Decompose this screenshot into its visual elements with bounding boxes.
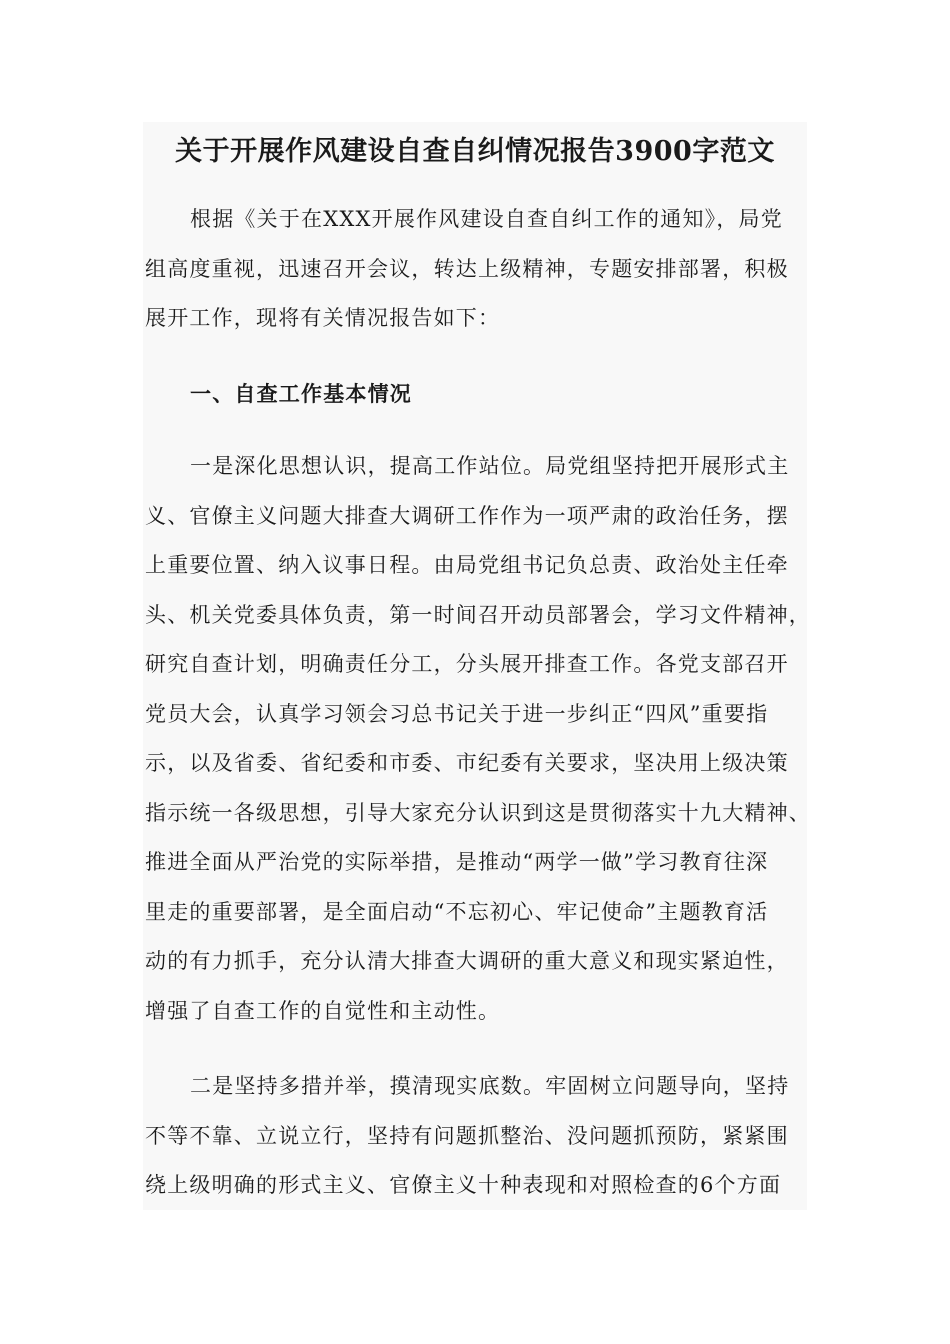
paragraph-line: 一是深化思想认识，提高工作站位。局党组坚持把开展形式主 — [190, 454, 790, 478]
paragraph-line: 绕上级明确的形式主义、官僚主义十种表现和对照检查的6个方面 — [145, 1173, 782, 1197]
paragraph-line: 头、机关党委具体负责，第一时间召开动员部署会，学习文件精神， — [145, 602, 811, 627]
paragraph-line: 义、官僚主义问题大排查大调研工作作为一项严肃的政治任务，摆 — [145, 503, 789, 528]
section-heading: 一、自查工作基本情况 — [190, 381, 412, 406]
document-body — [143, 122, 811, 1210]
paragraph-line: 上重要位置、纳入议事日程。由局党组书记负总责、政治处主任牵 — [145, 553, 789, 577]
paragraph-line: 研究自查计划，明确责任分工，分头展开排查工作。各党支部召开 — [145, 652, 789, 676]
paragraph-line: 不等不靠、立说立行，坚持有问题抓整治、没问题抓预防，紧紧围 — [145, 1123, 789, 1148]
intro-line: 根据《关于在XXX开展作风建设自查自纠工作的通知》，局党 — [190, 207, 783, 231]
paragraph-line: 推进全面从严治党的实际举措，是推动“两学一做”学习教育往深 — [145, 850, 769, 874]
paragraph-line: 二是坚持多措并举，摸清现实底数。牢固树立问题导向，坚持 — [190, 1074, 790, 1098]
paragraph-line: 动的有力抓手，充分认清大排查大调研的重大意义和现实紧迫性， — [145, 949, 789, 973]
paragraph-line: 党员大会，认真学习领会习总书记关于进一步纠正“四风”重要指 — [145, 701, 769, 726]
paragraph-line: 指示统一各级思想，引导大家充分认识到这是贯彻落实十九大精神、 — [145, 800, 811, 825]
intro-line: 组高度重视，迅速召开会议，转达上级精神，专题安排部署，积极 — [145, 256, 789, 281]
paragraph-1 — [145, 442, 809, 1036]
intro-paragraph — [145, 195, 809, 344]
document-title: 关于开展作风建设自查自纠情况报告3900字范文 — [175, 136, 775, 167]
paragraph-2 — [145, 1062, 809, 1211]
paragraph-line: 示，以及省委、省纪委和市委、市纪委有关要求，坚决用上级决策 — [145, 751, 789, 775]
intro-line: 展开工作，现将有关情况报告如下： — [145, 306, 501, 330]
paragraph-line: 增强了自查工作的自觉性和主动性。 — [145, 998, 501, 1023]
paragraph-line: 里走的重要部署，是全面启动“不忘初心、牢记使命”主题教育活 — [145, 899, 769, 924]
